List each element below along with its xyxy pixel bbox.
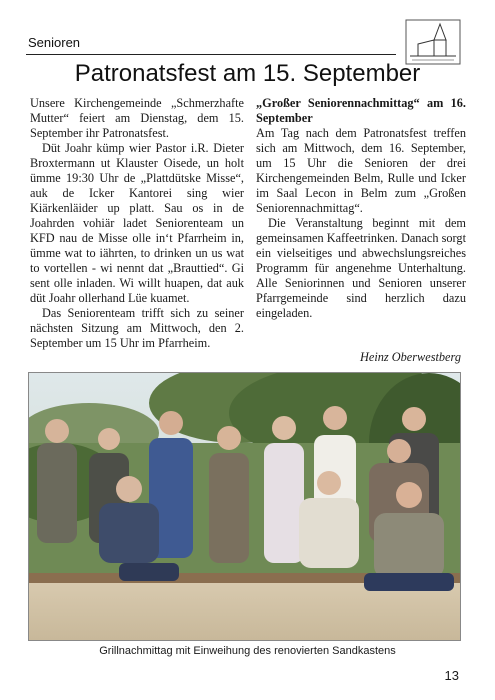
right-column	[256, 96, 466, 321]
intro-paragraph: Unsere Kirchengemeinde „Schmerzhafte Mutter“ feiert am Dienstag, dem 15. September ihr Patronatsfest.	[30, 96, 244, 140]
group-photo	[28, 372, 461, 641]
header-rule	[26, 54, 396, 55]
section-label: Senioren	[28, 35, 81, 50]
page-title: Patronatsfest am 15. September	[74, 60, 421, 87]
author: Heinz Oberwestberg	[360, 350, 461, 364]
subheading: „Großer Seniorennachmittag“ am 16. September	[256, 96, 466, 125]
church-logo-icon	[404, 18, 462, 66]
program-paragraph: Die Veranstaltung beginnt mit dem gemeinsamen Kaffeetrinken. Danach sorgt ein vielseitiges und abwechslungsreiches Programm für angenehme Unterhaltung. Alle Seniorinnen und Senioren unserer Pfarrgemeinde sind herzlich dazu eingeladen.	[256, 216, 466, 320]
seniors-afternoon-paragraph: Am Tag nach dem Patronatsfest treffen sich am Mittwoch, dem 16. September, um 15 Uhr die Senioren der drei Kirchengemeinden Belm, Rulle und Icker im Saal Lecon in Belm zum „Großen Seniorennachmittag“.	[256, 126, 466, 215]
left-column	[30, 96, 244, 351]
team-meeting-paragraph: Das Seniorenteam trifft sich zu seiner nächsten Sitzung am Mittwoch, den 2. September um 15 Uhr im Pfarrheim.	[30, 306, 244, 350]
page-number: 13	[444, 668, 459, 683]
photo-caption: Grillnachmittag mit Einweihung des renovierten Sandkastens	[99, 645, 396, 657]
plattdeutsch-paragraph: Düt Joahr kümp wier Pastor i.R. Dieter Broxtermann ut Klauster Oisede, un holt ümme 19:30 Uhr de „Plattdütske Misse“, auk de Icker Kantorei sing wier Kiärkenläider up platt. Sau os in de Joahrden vohiär ladet Seniorenteam un KFD nau de Misse olle in‘t Pfarrheim in, ümme wat to iährten, to drinken un us wat to vortellen - wi nennt dat „Brauttied“. Gi sent olle inladen. Wi willt huapen, dat auk düt Joahr ollerhand Lüe kuamet.	[30, 141, 244, 305]
